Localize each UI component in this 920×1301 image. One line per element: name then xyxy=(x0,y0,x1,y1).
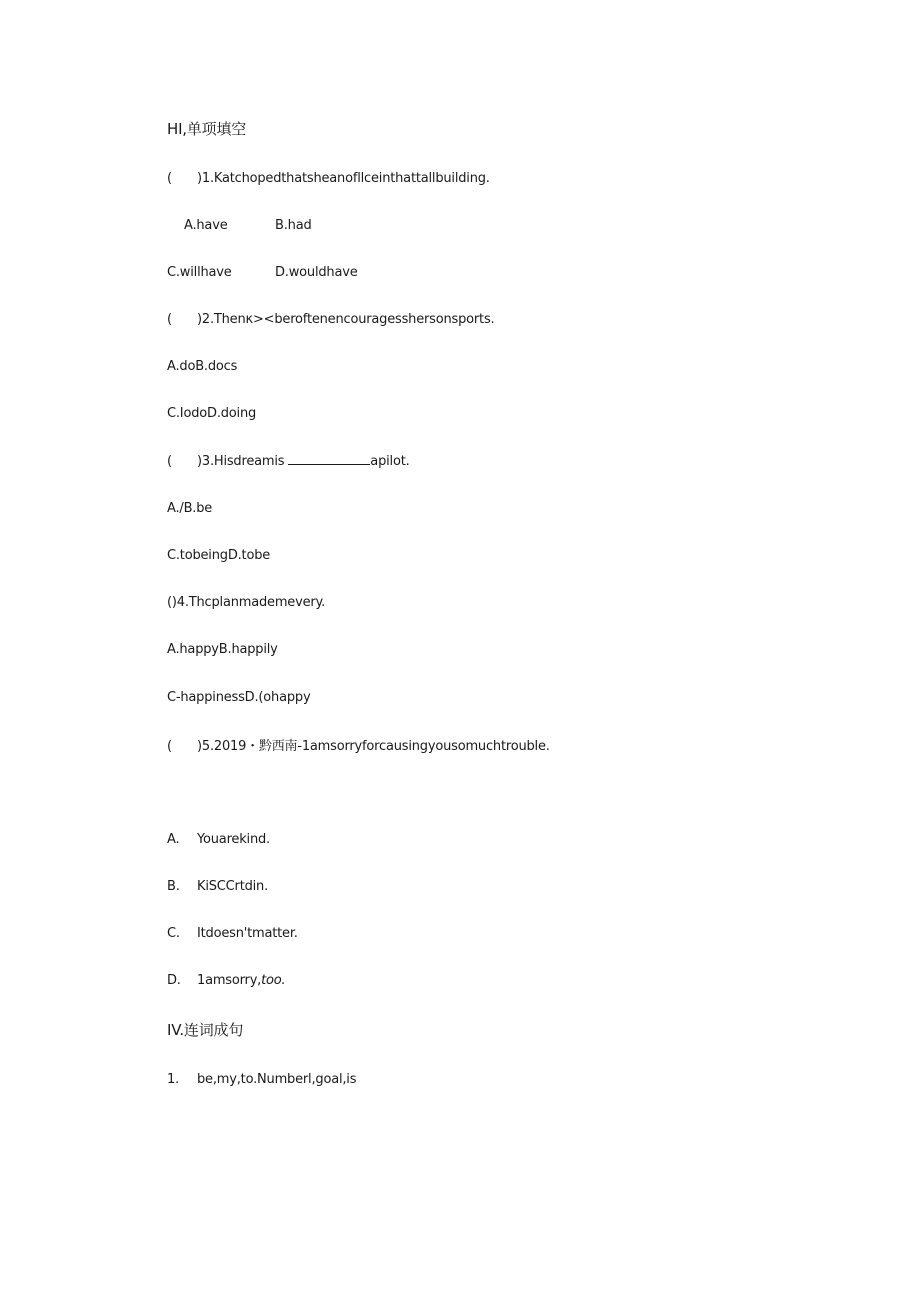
q2-options-ab: A.doB.docs xyxy=(167,359,238,374)
question-3 xyxy=(167,452,410,471)
q1-option-a: A.have xyxy=(184,218,228,233)
answer-paren: ( xyxy=(167,739,172,754)
question-5 xyxy=(167,738,550,756)
q3-options-ab: A./B.be xyxy=(167,501,213,516)
question-1 xyxy=(167,170,490,188)
answer-paren: ( xyxy=(167,171,172,186)
answer-paren: ( xyxy=(167,312,172,327)
item-words: be,my,to.Numberl,goal,is xyxy=(197,1072,357,1087)
question-3-text-after: apilot. xyxy=(370,454,410,469)
option-text: Itdoesn'tmatter. xyxy=(197,926,298,941)
q5-option-c xyxy=(167,925,298,943)
q2-options-cd: C.IodoD.doing xyxy=(167,406,257,421)
answer-paren: ( xyxy=(167,454,172,469)
question-2-text: )2.Thenκ><beroftenencouragesshersonsports. xyxy=(197,312,495,327)
q4-options-cd: C-happinessD.(ohappy xyxy=(167,690,311,705)
option-text: Youarekind. xyxy=(197,832,270,847)
word-order-item-1 xyxy=(167,1071,356,1089)
option-letter: A. xyxy=(167,832,180,847)
option-letter: C. xyxy=(167,926,180,941)
option-letter: B. xyxy=(167,879,180,894)
section-heading-single-choice: HI,单项填空 xyxy=(167,120,247,138)
q5-option-b xyxy=(167,878,268,896)
question-3-text-before: )3.Hisdreamis xyxy=(197,454,285,469)
section-heading-word-order: IV.连词成句 xyxy=(167,1021,244,1039)
option-text-italic: too. xyxy=(261,973,286,988)
option-text: 1amsorry, xyxy=(197,973,262,988)
option-letter: D. xyxy=(167,973,181,988)
question-2 xyxy=(167,311,494,329)
fill-blank xyxy=(288,452,370,465)
item-number: 1. xyxy=(167,1072,180,1087)
q4-options-ab: A.happyB.happily xyxy=(167,642,278,657)
question-1-text: )1.Katchopedthatsheanofllceinthattallbuilding. xyxy=(197,171,490,186)
question-5-text: )5.2019・黔西南-1amsorryforcausingyousomuchtrouble. xyxy=(197,739,550,754)
option-text: KiSCCrtdin. xyxy=(197,879,269,894)
question-4: ()4.Thcplanmademevery. xyxy=(167,595,326,610)
q1-option-d: D.wouldhave xyxy=(275,265,358,280)
q5-option-a xyxy=(167,831,270,849)
q3-options-cd: C.tobeingD.tobe xyxy=(167,548,271,563)
q1-option-b: B.had xyxy=(275,218,312,233)
q5-option-d xyxy=(167,972,285,990)
q1-option-c: C.willhave xyxy=(167,265,232,280)
